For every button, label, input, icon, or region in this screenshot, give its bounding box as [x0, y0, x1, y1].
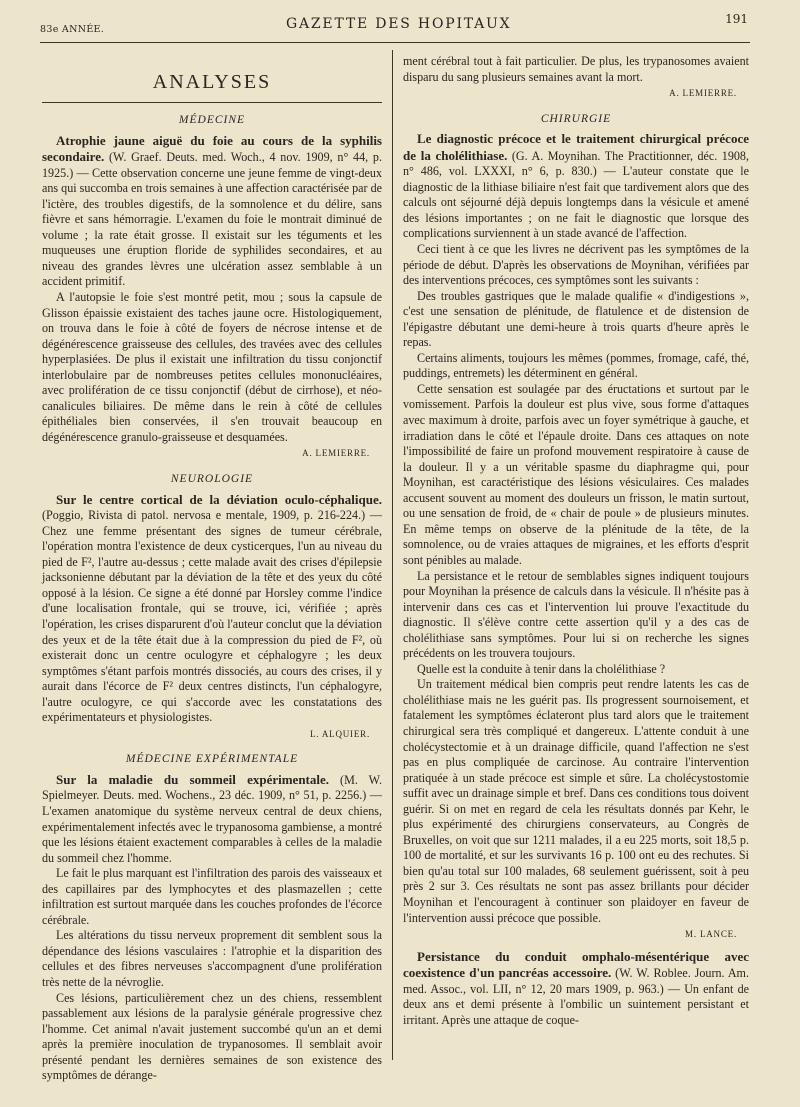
article-body: (W. W. Roblee. Journ. Am. med. Assoc., vol. LII, n° 12, 20 mars 1909, p. 963.) — Un enfant de deux ans et demi présente à l'ombilic un suintement persistant et irritant. Après une attaque de coque- [403, 966, 749, 1027]
page-header [40, 14, 760, 40]
right-column [403, 54, 749, 1028]
left-column [42, 58, 382, 1084]
section-neurologie: NEUROLOGIE [170, 473, 254, 486]
article-maladie-sommeil [42, 772, 382, 866]
article-paragraph: Certains aliments, toujours les mêmes (pommes, fromage, café, thé, puddings, entremets) les déterminent en général. [403, 350, 749, 381]
volume-label: 83e ANNÉE. [40, 24, 105, 35]
article-paragraph: Un traitement médical bien compris peut rendre latents les cas de cholélithiase mais ne les guérit pas. Ils progressent sournoisement, et fatalement les symptômes éclateront plus tard alors que le traitement chirurgical sera très compliqué et dangereux. L'attente conduit à une cholécystectomie et à un drainage difficile, quand l'affection ne s'est pas en plus compliquée de carcinose. Au contraire l'intervention pratiquée à un stade précoce est simple et sûre. La cholécystostomie suffit avec un drainage simple et bref. Dans ces conditions tous doivent guérir. Si on met en regard de cela les résultats donnés par Kehr, le plus expérimenté des chirurgiens conservateurs, au Congrès de Bruxelles, on voit que sur 1211 malades, il a eu 225 morts, soit 18,5 p. 100 de mortalité, et sur les survivants 16 p. 100 ont eu des rechutes. Si bien qu'au total sur 100 malades, 68 seulement guérissent, soit à peu près 2 sur 3. Ces résultats ne sont pas assez brillants pour décider Moynihan et l'encouragent à continuer son plaidoyer en faveur de l'intervention aussi précoce que possible. [403, 677, 749, 925]
article-body: (M. W. Spielmeyer. Deuts. med. Wochens., 23 déc. 1909, n° 51, p. 2256.) — L'examen anatomique du système nerveux central de deux chiens, expérimentalement infectés avec le trypanosoma gambiense, a montré que les lésions étaient exactement comparables à celles de la maladie du sommeil chez l'homme. [42, 772, 382, 865]
header-rule [40, 42, 750, 43]
article-title: Le diagnostic précoce et le traitement chirurgical précoce de la cholélithiase. [403, 131, 749, 163]
journal-title: GAZETTE DES HOPITAUX [286, 16, 512, 32]
signature: A. LEMIERRE. [302, 448, 370, 459]
article-conduit-omphalo [403, 949, 749, 1029]
article-paragraph: Quelle est la conduite à tenir dans la cholélithiase ? [417, 661, 666, 676]
article-paragraph: La persistance et le retour de semblables signes indiquent toujours pour Moynihan la présence de calculs dans la vésicule. Il n'hésite pas à intervenir dans ces cas et l'intervention lui prouve l'exactitude du diagnostic. Il s'élève contre cette assertion qu'il y a des cas de cholélithiase sans symptômes. Pour lui si on recherche les signes précédents on les trouvera toujours. [403, 568, 749, 661]
article-paragraph: A l'autopsie le foie s'est montré petit, mou ; sous la capsule de Glisson épaissie existaient des taches jaune ocre. Histologiquement, on trouva dans le foie à côté de foyers de nécrose intense et de dégénérescence graisseuse des cellules, des travées avec des cellules hyperplasiées. De plus il existait une infiltration du tissu conjonctif interlobulaire par de nombreuses petites cellules mononucléaires, avec prolifération de ce tissu conjonctif (début de cirrhose), et néo-canalicules biliaires. De même dans le rein à côté de cellules épithéliales bien conservées, il s'en trouvait beaucoup en dégénérescence granulo-graisseuse et desquamées. [42, 290, 382, 444]
article-paragraph: Les altérations du tissu nerveux proprement dit semblent sous la dépendance des lésions vasculaires : l'atrophie et la disparition des cellules et des fibres nerveuses s'accompagnent d'une prolifération très nette de la névroglie. [42, 928, 382, 989]
column-divider [392, 50, 393, 1060]
article-centre-cortical [42, 492, 382, 726]
signature: M. LANCE. [685, 929, 737, 940]
section-chirurgie: CHIRURGIE [540, 112, 612, 125]
article-title: Persistance du conduit omphalo-mésentérique avec coexistence d'un pancréas accessoire. [403, 948, 749, 981]
article-body: (G. A. Moynihan. The Practitionner, déc. 1908, n° 486, vol. LXXXI, n° 6, p. 830.) — L'auteur constate que le diagnostic de la lithiase biliaire n'est fait que tardivement alors que des calculs ont séjourné déjà depuis longtemps dans la vésicule et amené des lésions importantes ; on ne fait le diagnostic que lorsque des complications surviennent à un stade avancé de l'affection. [403, 148, 749, 241]
section-medecine-experimentale: MÉDECINE EXPÉRIMENTALE [125, 753, 299, 766]
article-paragraph: Le fait le plus marquant est l'infiltration des parois des vaisseaux et des capillaires par des lymphocytes et des plasmazellen ; cette infiltration est surtout marquée dans les couches profondes de l'écorce cérébrale. [42, 866, 382, 927]
section-medecine: MÉDECINE [178, 114, 246, 126]
article-title: Sur la maladie du sommeil expérimentale. [56, 771, 330, 787]
section-heading: ANALYSES [152, 71, 272, 93]
article-body: (Poggio, Rivista di patol. nervosa e mentale, 1909, p. 216-224.) — Chez une femme présentant des signes de tumeur cérébrale, l'opération montra l'existence de deux cysticerques, l'un au niveau du pied de F², l'autre au-dessus ; cette malade avait des crises d'épilepsie jacksonienne débutant par la déviation de la tête et des yeux du côté opposé à la lésion. Ce signe a été donné par Horsley comme l'indice d'une localisation frontale, qui se trouve, ici, vérifiée ; après l'opération, les crises disparurent d'où l'auteur conclut que la déviation des yeux et de la tête était due à la compression du pied de F², où existerait donc un centre oculogyre et céphalogyre ; les deux symptômes s'étant parfois montrés dissociés, au cours des crises, il y aurait dans l'écorce de F² deux centres distincts, l'un céphalogyre, l'autre oculogyre, ce qui s'accorde avec les constatations des expérimentateurs et physiologistes. [42, 508, 382, 725]
article-continuation: ment cérébral tout à fait particulier. De plus, les trypanosomes avaient disparu du sang plusieurs semaines avant la mort. [403, 54, 749, 84]
article-paragraph: Ceci tient à ce que les livres ne décrivent pas les symptômes de la période de début. D'après les observations de Moynihan, vérifiées par des interventions précoces, ces symptômes sont les suivants : [403, 242, 749, 288]
article-paragraph: Ces lésions, particulièrement chez un des chiens, ressemblent passablement aux lésions de la paralysie générale progressive chez l'homme. Cet animal n'avait justement succombé qu'un an et demi après la première inoculation de trypanosomes. Il semblait avoir présenté pendant les dernières semaines de son existence des symptômes de dérange- [42, 990, 382, 1083]
article-title: Atrophie jaune aiguë du foie au cours de la syphilis secondaire. [42, 132, 382, 165]
article-cholelithiase [403, 131, 749, 242]
article-title: Sur le centre cortical de la déviation oculo-céphalique. [56, 491, 382, 507]
article-paragraph: Des troubles gastriques que le malade qualifie « d'indigestions », c'est une sensation de plénitude, de flatulence et de distension de l'épigastre débutant une demi-heure à trois quarts d'heure après le repas. [403, 288, 749, 350]
article-paragraph: Cette sensation est soulagée par des éructations et surtout par le vomissement. Parfois la douleur est plus vive, sous forme d'attaques avec maximum à droite, parfois avec un foyer symétrique à gauche, et irradiation dans le côté et l'épaule droite. Dans ces attaques on note l'impossibilité de faire un profond mouvement respiratoire à cause de la douleur. Il y a un véritable spasme du diaphragme qui, pour Moynihan, est caractéristique des lésions vésiculaires. Ces malades accusent souvent au moment des douleurs un frisson, le matin surtout, ou une sensation de froid, de « chair de poule » de plusieurs minutes. En même temps on observe de la plénitude de la tête, de la somnolence, ou de vraies attaques de migraines, et les efforts d'esprit sont pénibles au malade. [403, 381, 749, 567]
heading-rule [42, 102, 382, 103]
signature: A. LEMIERRE. [669, 88, 737, 99]
article-body: (W. Graef. Deuts. med. Woch., 4 nov. 1909, n° 44, p. 1925.) — Cette observation concerne une jeune femme de vingt-deux ans qui succomba en trois semaines à une affection caractérisée par de l'ictère, des troubles digestifs, de la somnolence et du délire, sans fièvre et sans hémorragie. L'examen du foie le montrait diminué de volume ; la rate était grosse. Il existait sur les téguments et les muqueuses une éruption floride de syphilides secondaires, et au niveau des grandes lèvres une ulcération assez semblable à un accident primitif. [42, 150, 382, 289]
article-atrophie [42, 133, 382, 290]
page-number: 191 [725, 12, 748, 26]
signature: L. ALQUIER. [309, 728, 370, 739]
